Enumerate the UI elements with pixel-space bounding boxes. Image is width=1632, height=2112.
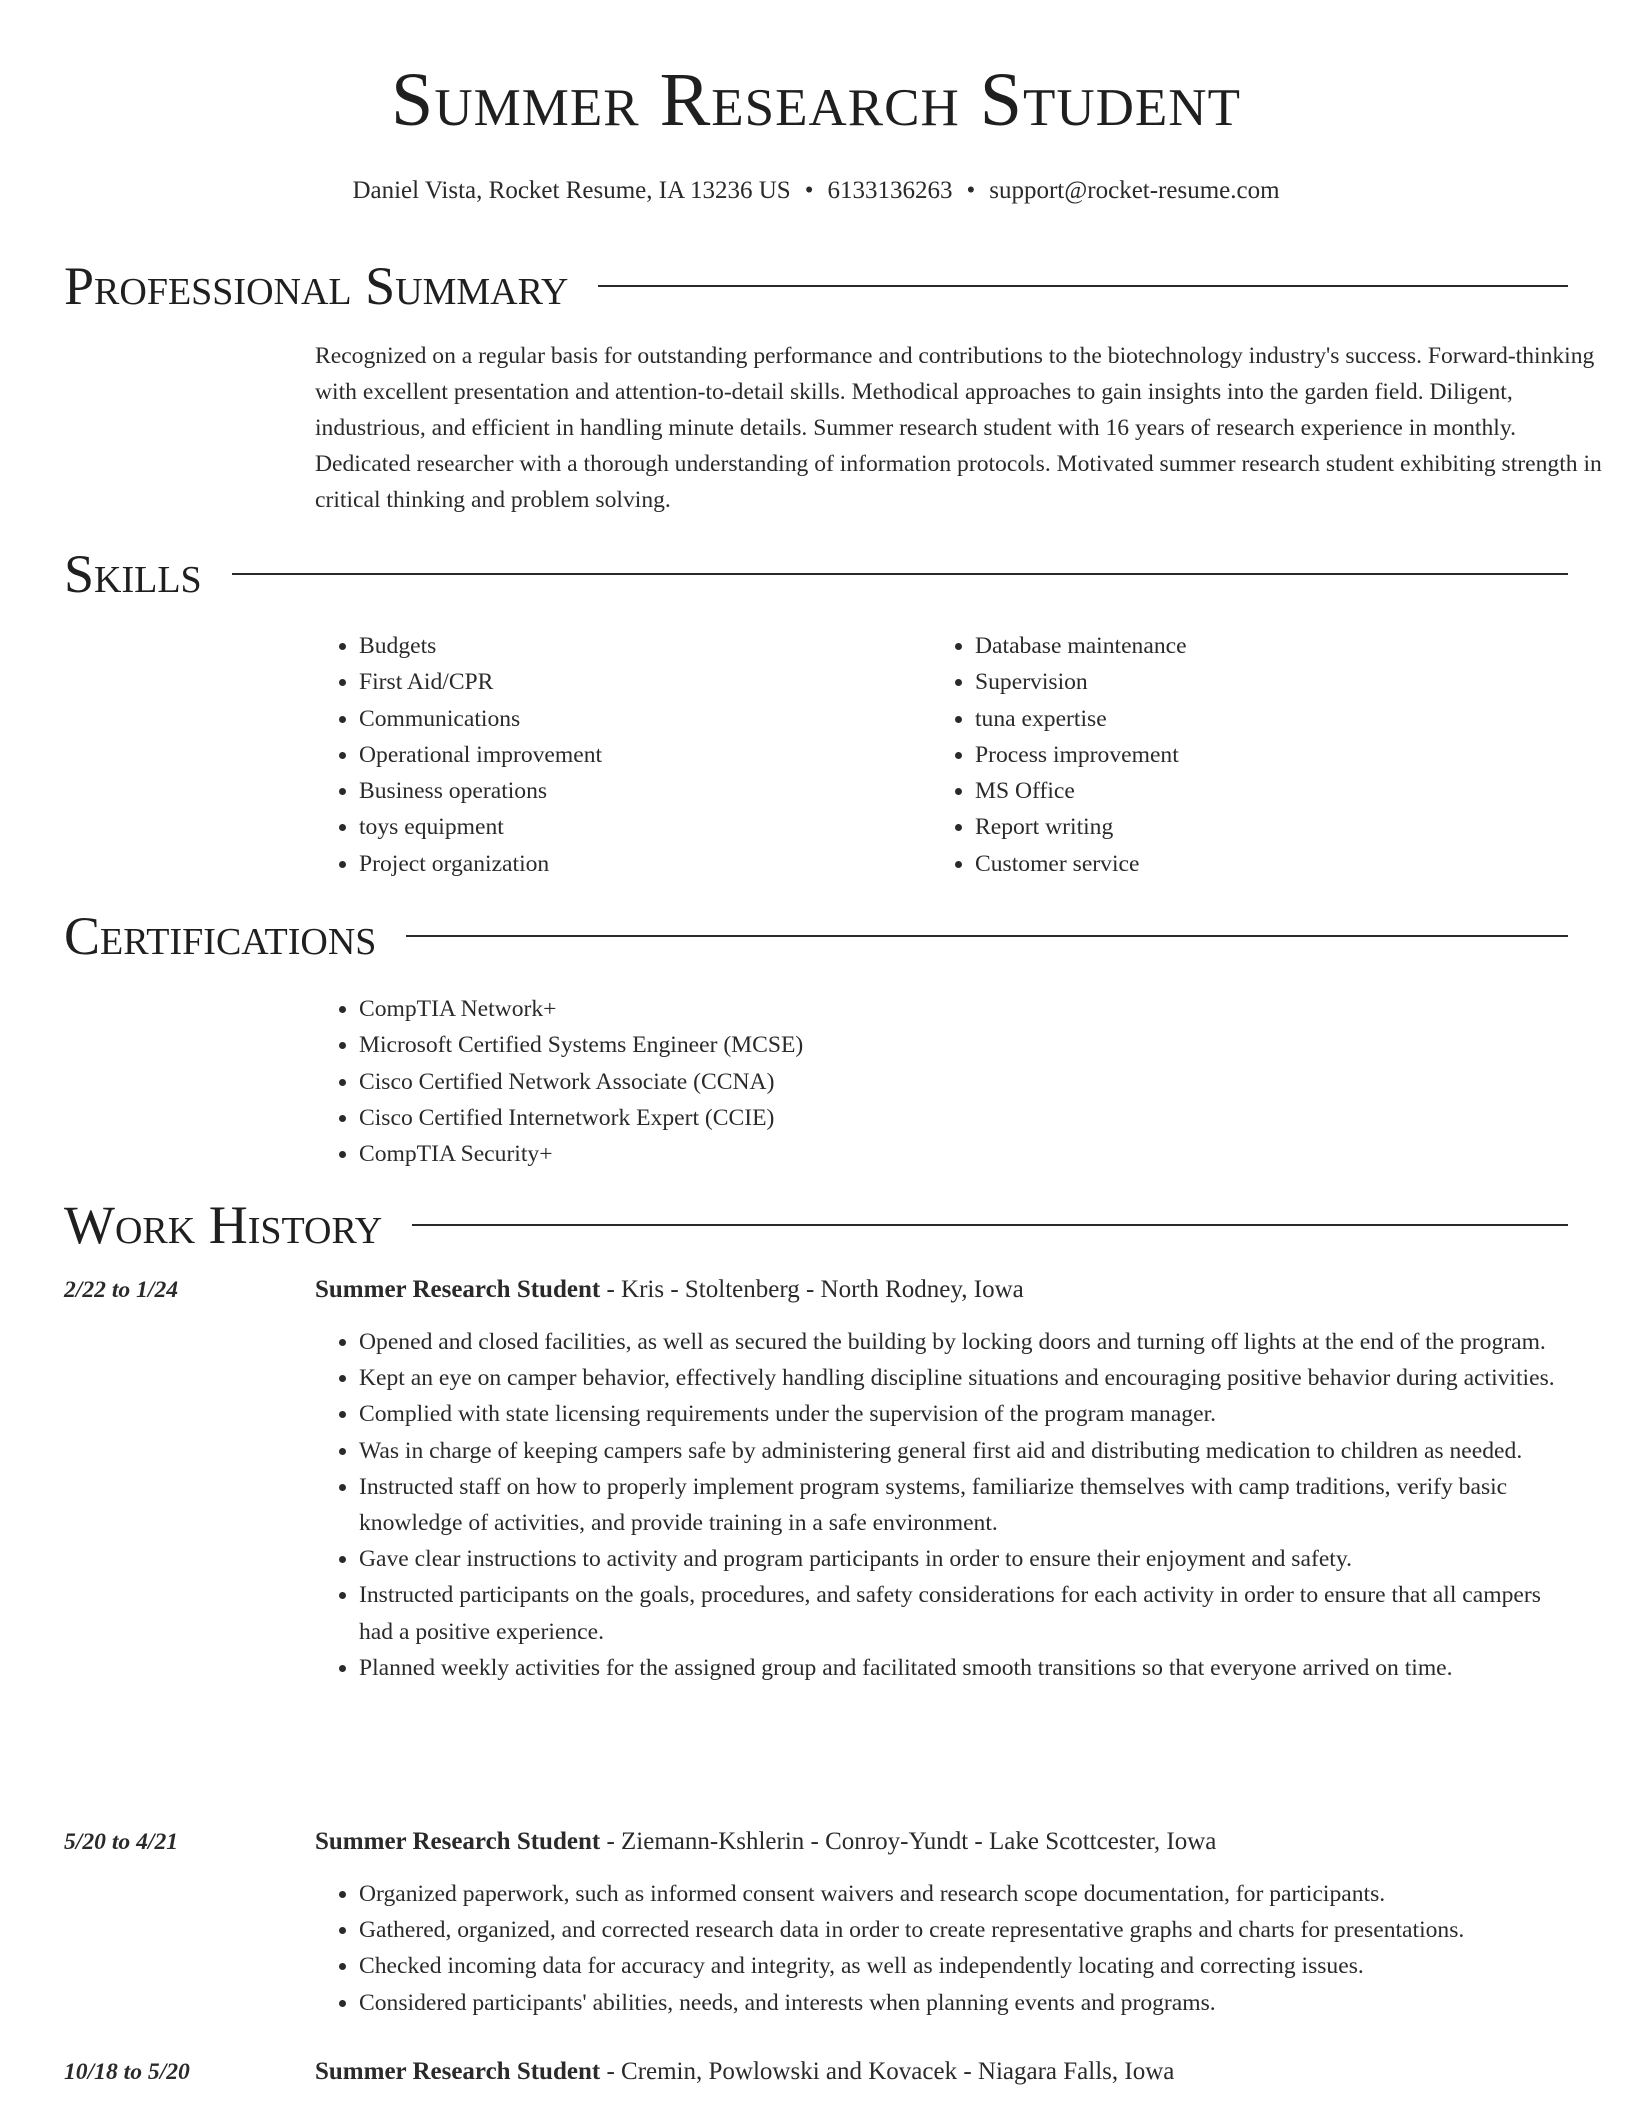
skill-item: • Report writing: [975, 809, 1491, 845]
job-title: Summer Research Student: [315, 2058, 601, 2085]
skill-item: • Database maintenance: [975, 628, 1491, 664]
responsibility-item: • Instructed participants on the goals, procedures, and safety considerations for each activity in order to ensure that all campers had a positive experience.: [359, 1577, 1565, 1649]
skill-item: • Project organization: [359, 846, 875, 882]
section-heading: Skills: [64, 544, 202, 604]
section-heading: Certifications: [64, 906, 377, 966]
summary-section-header: [64, 256, 1568, 316]
job-heading: [315, 1274, 1024, 1306]
certifications-list: [315, 991, 1215, 1172]
job-dates: 5/20 to 4/21: [64, 1829, 179, 1855]
job-responsibilities: [315, 1876, 1565, 2021]
job-dates: 2/22 to 1/24: [64, 1277, 179, 1303]
skill-item: • Supervision: [975, 664, 1491, 700]
job-employer-location: - Cremin, Powlowski and Kovacek - Niagara Falls, Iowa: [600, 2058, 1175, 2085]
responsibility-item: • Planned weekly activities for the assigned group and facilitated smooth transitions so that everyone arrived on time.: [359, 1650, 1565, 1686]
section-rule: [412, 1224, 1568, 1226]
job-employer-location: - Kris - Stoltenberg - North Rodney, Iowa: [600, 1276, 1024, 1303]
skill-item: • toys equipment: [359, 809, 875, 845]
responsibility-item: • Instructed staff on how to properly implement program systems, familiarize themselves with camp traditions, verify basic knowledge of activities, and provide training in a safe environment.: [359, 1469, 1565, 1541]
responsibility-item: • Gave clear instructions to activity and program participants in order to ensure their enjoyment and safety.: [359, 1541, 1565, 1577]
responsibility-item: • Was in charge of keeping campers safe by administering general first aid and distributing medication to children as needed.: [359, 1433, 1565, 1469]
skills-section-header: [64, 544, 1568, 604]
resume-title: Summer Research Student: [391, 58, 1241, 142]
section-rule: [598, 285, 1568, 287]
responsibility-item: • Organized paperwork, such as informed consent waivers and research scope documentation, for participants.: [359, 1876, 1565, 1912]
contact-email: support@rocket-resume.com: [989, 177, 1280, 204]
job-heading: [315, 2056, 1174, 2088]
skill-item: • Communications: [359, 701, 875, 737]
skill-item: • Operational improvement: [359, 737, 875, 773]
separator-dot: •: [966, 177, 976, 204]
responsibility-item: • Opened and closed facilities, as well as secured the building by locking doors and turning off lights at the end of the program.: [359, 1324, 1565, 1360]
certification-item: • Cisco Certified Network Associate (CCNA): [359, 1064, 1215, 1100]
job-employer-location: - Ziemann-Kshlerin - Conroy-Yundt - Lake Scottcester, Iowa: [600, 1828, 1217, 1855]
responsibility-item: • Complied with state licensing requirements under the supervision of the program manager.: [359, 1396, 1565, 1432]
work-history-section-header: [64, 1195, 1568, 1255]
skill-item: • Budgets: [359, 628, 875, 664]
contact-address: Daniel Vista, Rocket Resume, IA 13236 US: [352, 177, 791, 204]
section-rule: [232, 573, 1568, 575]
summary-text: Recognized on a regular basis for outstanding performance and contributions to the biotechnology industry's success. Forward-thinking with excellent presentation and attention-to-detail skills. Methodical approaches to gain insights into the garden field. Diligent, industrious, and efficient in handling minute details. Summer research student with 16 years of research experience in monthly. Dedicated researcher with a thorough understanding of information protocols. Motivated summer research student exhibiting strength in critical thinking and problem solving.: [315, 343, 1602, 513]
responsibility-item: • Gathered, organized, and corrected research data in order to create representative graphs and charts for presentations.: [359, 1912, 1565, 1948]
skill-item: • Customer service: [975, 846, 1491, 882]
certification-item: • CompTIA Security+: [359, 1136, 1215, 1172]
skill-item: • MS Office: [975, 773, 1491, 809]
responsibility-item: • Considered participants' abilities, needs, and interests when planning events and programs.: [359, 1985, 1565, 2021]
job-title: Summer Research Student: [315, 1276, 601, 1303]
certification-item: • Cisco Certified Internetwork Expert (CCIE): [359, 1100, 1215, 1136]
skills-column-1: [315, 628, 875, 882]
certification-item: • CompTIA Network+: [359, 991, 1215, 1027]
skill-item: • tuna expertise: [975, 701, 1491, 737]
certification-item: • Microsoft Certified Systems Engineer (MCSE): [359, 1027, 1215, 1063]
job-responsibilities: [315, 1324, 1565, 1686]
certifications-section-header: [64, 906, 1568, 966]
skill-item: • First Aid/CPR: [359, 664, 875, 700]
section-rule: [406, 935, 1568, 937]
skill-item: • Business operations: [359, 773, 875, 809]
skills-column-2: [931, 628, 1491, 882]
contact-line: [64, 176, 1568, 206]
skill-item: • Process improvement: [975, 737, 1491, 773]
job-title: Summer Research Student: [315, 1828, 601, 1855]
contact-phone: 6133136263: [827, 177, 953, 204]
section-heading: Work History: [64, 1195, 383, 1255]
responsibility-item: • Kept an eye on camper behavior, effectively handling discipline situations and encouraging positive behavior during activities.: [359, 1360, 1565, 1396]
job-heading: [315, 1826, 1216, 1858]
job-dates: 10/18 to 5/20: [64, 2059, 190, 2085]
section-heading: Professional Summary: [64, 256, 569, 316]
responsibility-item: • Checked incoming data for accuracy and integrity, as well as independently locating and correcting issues.: [359, 1948, 1565, 1984]
separator-dot: •: [804, 177, 814, 204]
